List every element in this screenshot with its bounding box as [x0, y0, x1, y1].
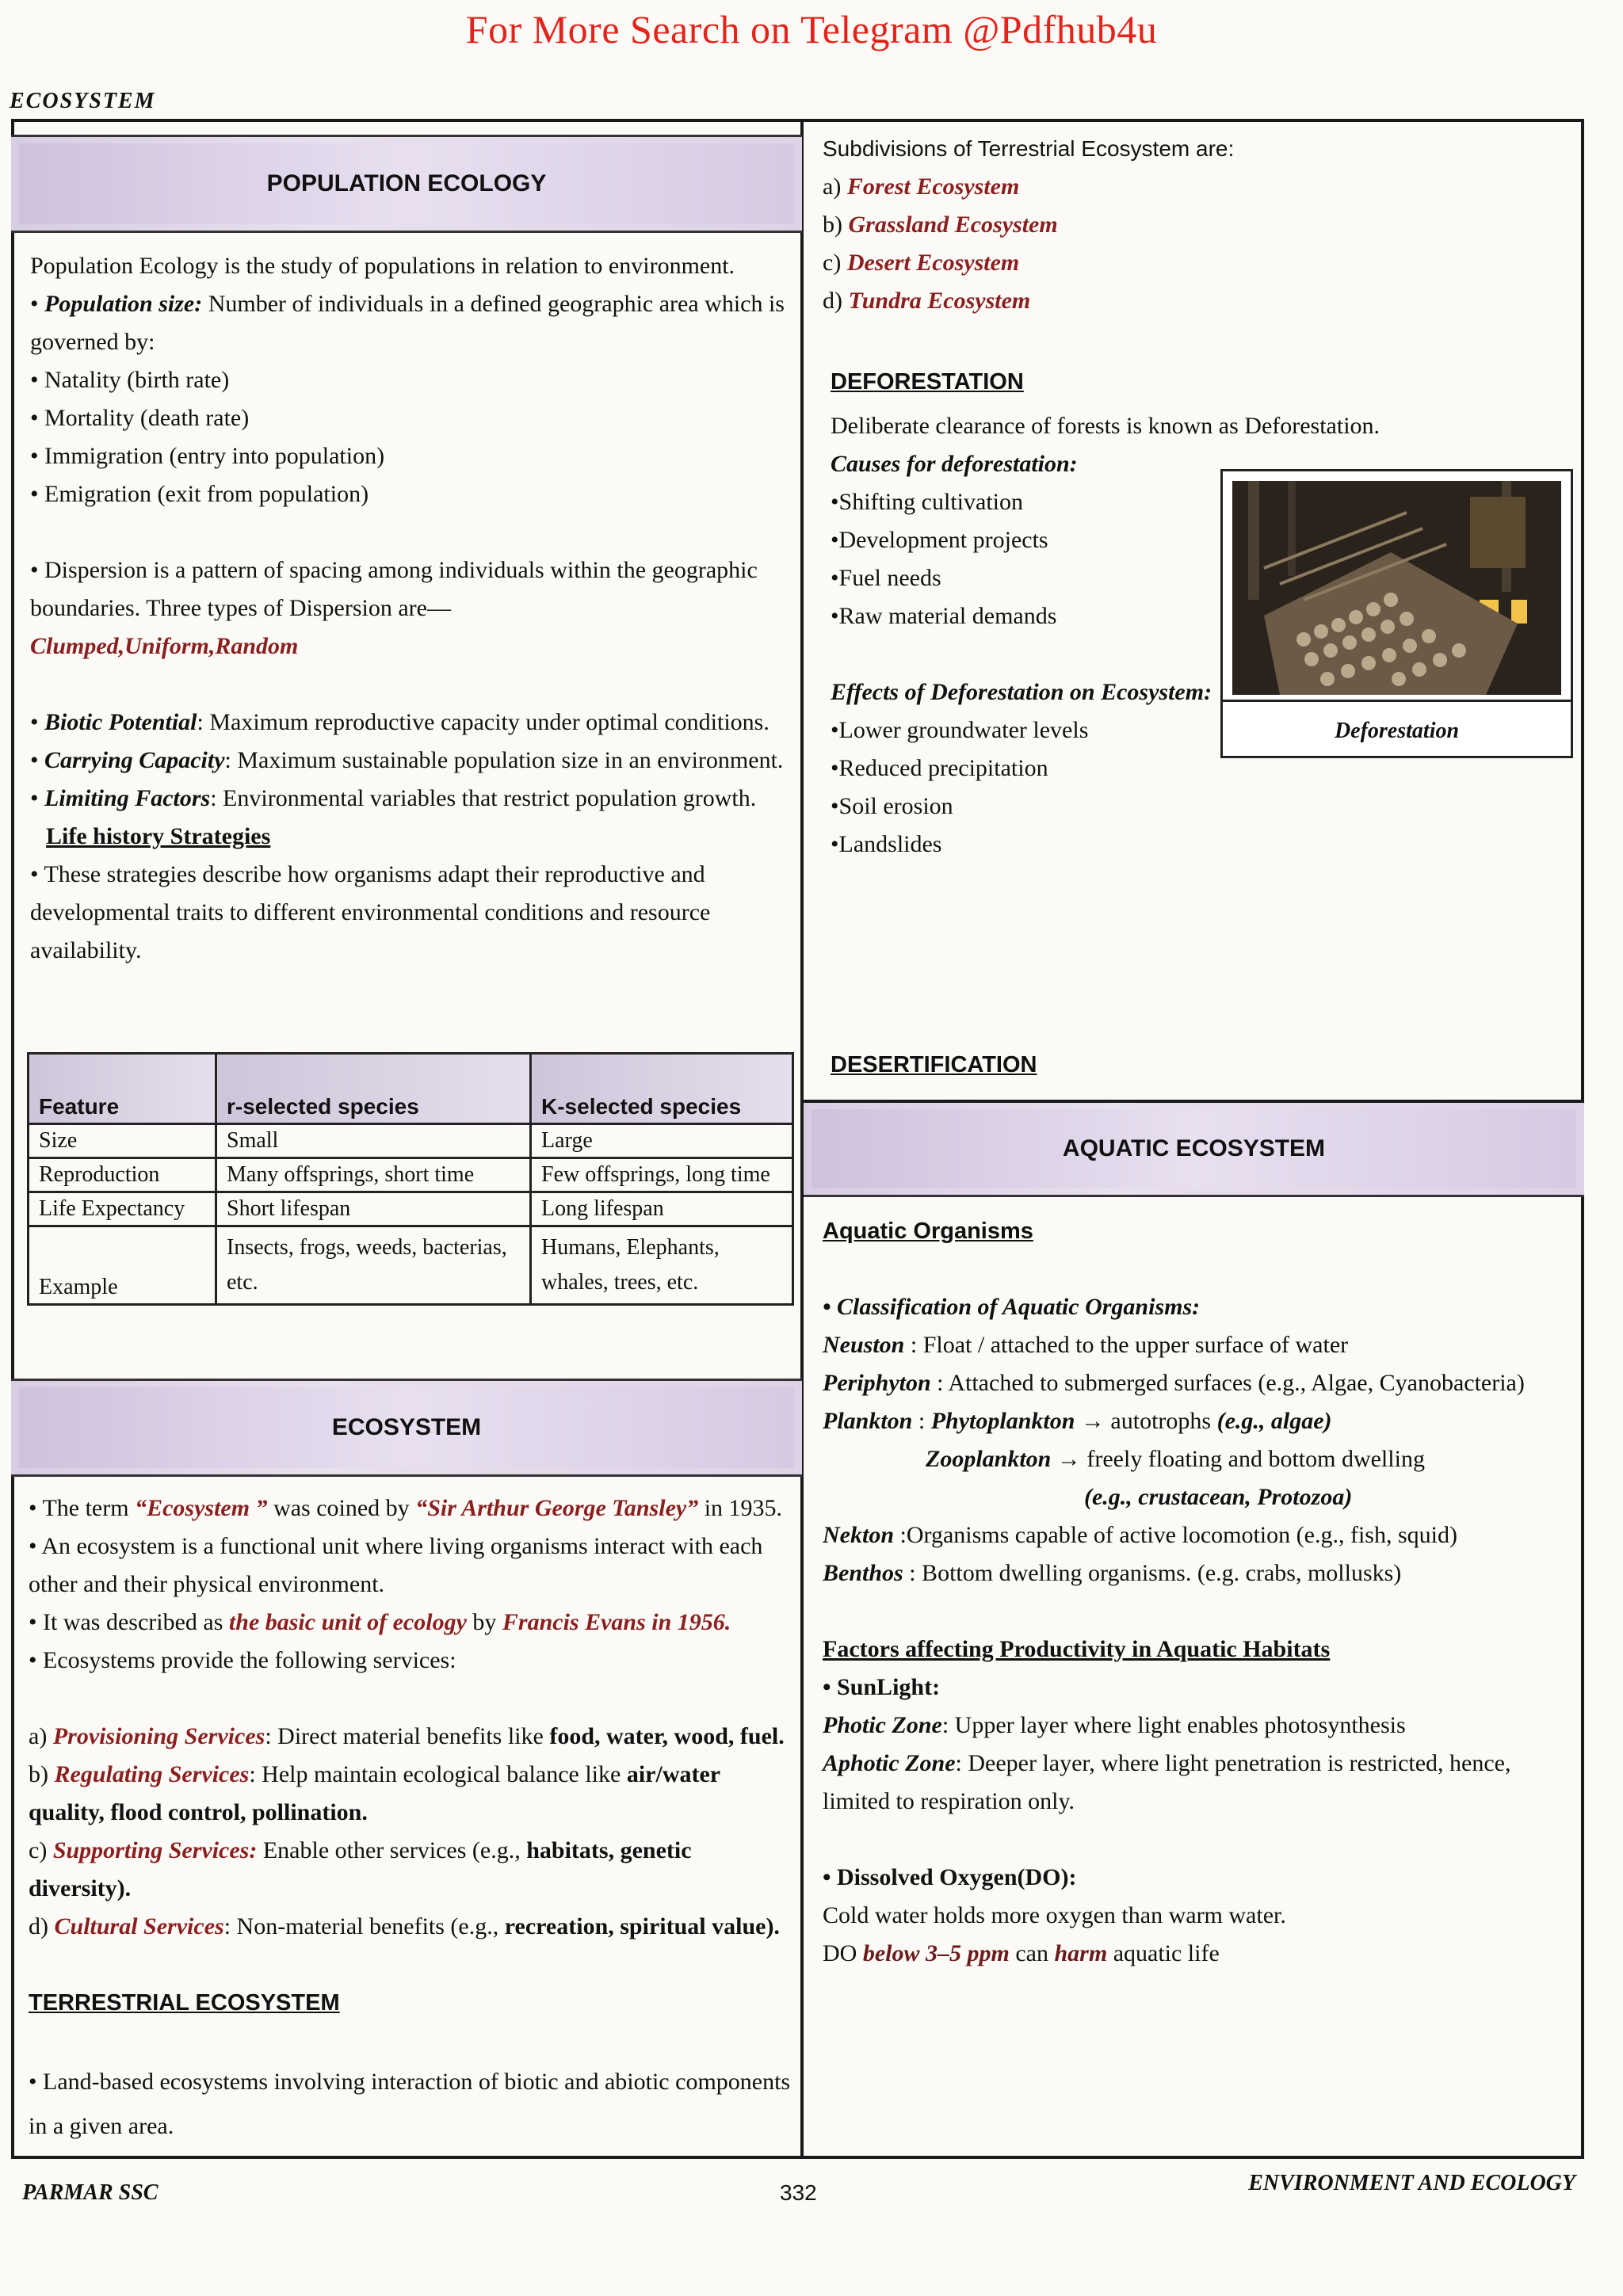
- eco-b3-term: the basic unit of ecology: [228, 1609, 467, 1635]
- pop-size-para: • Population size: Number of individuals in a defined geographic area which is governed by:: [30, 291, 785, 355]
- plankton-sep: :: [912, 1408, 931, 1434]
- eco-bullet-3: [29, 1604, 799, 1642]
- benthos-term: Benthos: [823, 1560, 903, 1586]
- aphotic-line: [823, 1745, 1579, 1821]
- table-cell: Reproduction: [29, 1158, 216, 1192]
- effect-item: •Lower groundwater levels: [831, 717, 1089, 743]
- do-post: aquatic life: [1107, 1940, 1220, 1966]
- effect-item: •Soil erosion: [831, 793, 953, 819]
- pop-intro: Population Ecology is the study of populations in relation to environment.: [30, 253, 735, 279]
- right-column: [804, 119, 1584, 2159]
- service-b: [29, 1756, 799, 1832]
- table-cell: Many offsprings, short time: [216, 1158, 531, 1192]
- pop-list-item: • Mortality (death rate): [30, 405, 250, 431]
- aquatic-section: [823, 1212, 1579, 1973]
- eco-b1-pre: • The term: [29, 1495, 136, 1521]
- phyto-term: Phytoplankton: [930, 1408, 1075, 1434]
- svc-b-pre: b): [29, 1761, 55, 1787]
- biotic-potential: • Biotic Potential: Maximum reproductive capacity under optimal conditions.: [30, 709, 769, 735]
- phyto-text: → autotrophs: [1075, 1408, 1217, 1434]
- eco-b3-pre: • It was described as: [29, 1609, 229, 1635]
- aquatic-ecosystem-title: AQUATIC ECOSYSTEM: [1062, 1135, 1326, 1161]
- eco-b1-person: “Sir Arthur George Tansley”: [415, 1495, 699, 1521]
- eco-b3-mid: by: [466, 1609, 502, 1635]
- cause-item: •Development projects: [831, 527, 1048, 553]
- eco-b3-person: Francis Evans in 1956.: [502, 1609, 731, 1635]
- svc-a-pre: a): [29, 1723, 53, 1749]
- cause-item: •Raw material demands: [831, 603, 1057, 629]
- eco-bullet-2: • An ecosystem is a functional unit where living organisms interact with each other and their physical environment.: [29, 1533, 763, 1597]
- table-cell: Large: [531, 1124, 793, 1158]
- subdivision-item: [823, 206, 1575, 244]
- limiting-factors: • Limiting Factors: Environmental variables that restrict population growth.: [30, 785, 757, 811]
- do-em2: harm: [1054, 1940, 1108, 1966]
- benthos-line: [823, 1554, 1579, 1592]
- service-a: [29, 1718, 799, 1756]
- species-comparison-table: [27, 1052, 794, 1306]
- life-history-text: • These strategies describe how organisms adapt their reproductive and developmental traits to different environmental conditions and resource availability.: [30, 861, 711, 963]
- terrestrial-heading-text: TERRESTRIAL ECOSYSTEM: [29, 1990, 340, 2016]
- deforestation-figure: [1220, 469, 1573, 758]
- deforestation-photo: [1232, 481, 1561, 695]
- left-column: [11, 119, 802, 2159]
- desertification-heading-text: DESERTIFICATION: [831, 1052, 1037, 1077]
- neuston-term: Neuston: [823, 1332, 905, 1358]
- periphyton-line: [823, 1364, 1579, 1402]
- do-em: below 3–5 ppm: [862, 1940, 1010, 1966]
- aquatic-classification: • Classification of Aquatic Organisms:: [823, 1294, 1201, 1320]
- service-c: [29, 1832, 799, 1908]
- plankton-line: [823, 1402, 1579, 1440]
- eco-bullet-1: [29, 1489, 799, 1527]
- deforestation-caption: Deforestation: [1223, 700, 1571, 761]
- table-header-cell: r-selected species: [216, 1054, 531, 1124]
- svc-c-text: Enable other services (e.g.,: [257, 1837, 527, 1863]
- population-ecology-header: [11, 135, 802, 233]
- eco-bullet-4: • Ecosystems provide the following services:: [29, 1647, 456, 1673]
- telegram-banner: For More Search on Telegram @Pdfhub4u: [465, 7, 1158, 51]
- deforestation-heading-text: DEFORESTATION: [831, 369, 1024, 395]
- limiting-text: : Environmental variables that restrict population growth.: [210, 785, 757, 811]
- zooplankton-line: [823, 1440, 1579, 1478]
- zoo-example: (e.g., crustacean, Protozoa): [1084, 1484, 1353, 1510]
- table-cell: Long lifespan: [531, 1192, 793, 1226]
- svc-d-bold: recreation, spiritual value).: [504, 1913, 780, 1939]
- ecosystem-header: [11, 1379, 802, 1477]
- biotic-text: : Maximum reproductive capacity under optimal conditions.: [197, 709, 769, 735]
- effects-heading: Effects of Deforestation on Ecosystem:: [831, 679, 1212, 705]
- footer-page-number: 332: [780, 2180, 817, 2205]
- table-header-cell: Feature: [29, 1054, 216, 1124]
- pop-list-item: • Emigration (exit from population): [30, 481, 369, 507]
- zooplankton-example: [823, 1478, 1579, 1516]
- effect-item: •Landslides: [831, 831, 942, 857]
- subdivision-num: c): [823, 250, 847, 276]
- life-history-heading: [30, 818, 799, 856]
- table-row: [29, 1226, 793, 1305]
- svc-c-bold: habitats, genetic diversity).: [29, 1837, 692, 1901]
- deforestation-section: [831, 363, 1381, 864]
- neuston-line: [823, 1326, 1579, 1364]
- do-text-2: [823, 1935, 1579, 1973]
- zoo-text: → freely floating and bottom dwelling: [1051, 1446, 1425, 1472]
- subdivision-item: [823, 244, 1575, 282]
- table-cell: Insects, frogs, weeds, bacterias, etc.: [216, 1226, 531, 1305]
- service-d: [29, 1908, 799, 1946]
- do-pre: DO: [823, 1940, 863, 1966]
- table-cell: Few offsprings, long time: [531, 1158, 793, 1192]
- aquatic-ecosystem-header: [804, 1103, 1584, 1197]
- table-header-row: [29, 1054, 793, 1124]
- subdivision-item: [823, 168, 1575, 206]
- do-heading: • Dissolved Oxygen(DO):: [823, 1864, 1077, 1890]
- eco-b1-term: “Ecosystem ”: [135, 1495, 268, 1521]
- photic-term: Photic Zone: [823, 1712, 942, 1738]
- aquatic-organisms-heading: [823, 1212, 1579, 1250]
- svc-d-term: Cultural Services: [54, 1913, 224, 1939]
- table-cell: Short lifespan: [216, 1192, 531, 1226]
- cause-item: •Fuel needs: [831, 565, 941, 591]
- dispersion-types: Clumped,Uniform,Random: [30, 633, 299, 659]
- table-cell: Example: [29, 1226, 216, 1305]
- causes-heading: Causes for deforestation:: [831, 451, 1078, 477]
- table-row: [29, 1124, 793, 1158]
- effect-item: •Reduced precipitation: [831, 755, 1048, 781]
- svc-b-term: Regulating Services: [54, 1761, 250, 1787]
- footer-publisher: PARMAR SSC: [22, 2180, 158, 2205]
- plankton-term: Plankton: [823, 1408, 913, 1434]
- life-history-heading-text: Life history Strategies: [46, 823, 271, 849]
- terrestrial-text: • Land-based ecosystems involving interaction of biotic and abiotic components in a given area.: [29, 2069, 791, 2139]
- subdivision-name: Grassland Ecosystem: [848, 212, 1058, 238]
- photic-text: : Upper layer where light enables photosynthesis: [941, 1712, 1406, 1738]
- table-cell: Life Expectancy: [29, 1192, 216, 1226]
- svc-b-bold: air/water quality, flood control, pollination.: [29, 1761, 720, 1825]
- benthos-text: : Bottom dwelling organisms. (e.g. crabs, mollusks): [903, 1560, 1402, 1586]
- pop-list-item: • Immigration (entry into population): [30, 443, 385, 469]
- pop-list-item: • Natality (birth rate): [30, 367, 230, 393]
- aphotic-text: : Deeper layer, where light penetration is restricted, hence, limited to respiration only.: [823, 1750, 1511, 1814]
- do-text-1: Cold water holds more oxygen than warm water.: [823, 1902, 1286, 1928]
- neuston-text: : Float / attached to the upper surface of water: [904, 1332, 1349, 1358]
- svc-b-text: : Help maintain ecological balance like: [249, 1761, 627, 1787]
- dispersion-text: • Dispersion is a pattern of spacing among individuals within the geographic boundaries. Three types of Dispersion are—: [30, 557, 758, 621]
- terrestrial-heading: [29, 1984, 799, 2022]
- svc-c-pre: c): [29, 1837, 53, 1863]
- desertification-heading: [831, 1046, 1583, 1084]
- aquatic-organisms-heading-text: Aquatic Organisms: [823, 1219, 1033, 1244]
- subdivision-name: Desert Ecosystem: [846, 250, 1020, 276]
- carrying-capacity: • Carrying Capacity: Maximum sustainable population size in an environment.: [30, 747, 784, 773]
- phyto-example: (e.g., algae): [1216, 1408, 1332, 1434]
- subdivision-name: Tundra Ecosystem: [848, 288, 1031, 314]
- carrying-text: : Maximum sustainable population size in an environment.: [224, 747, 784, 773]
- subdivision-name: Forest Ecosystem: [846, 174, 1020, 200]
- aphotic-term: Aphotic Zone: [823, 1750, 956, 1776]
- svc-a-bold: food, water, wood, fuel.: [549, 1723, 785, 1749]
- photic-line: [823, 1707, 1579, 1745]
- eco-b1-post: in 1935.: [698, 1495, 783, 1521]
- table-header-cell: K-selected species: [531, 1054, 793, 1124]
- pop-size-term: Population size:: [44, 291, 203, 317]
- subdivision-num: d): [823, 288, 849, 314]
- table-cell: Size: [29, 1124, 216, 1158]
- carrying-term: Carrying Capacity: [44, 747, 225, 773]
- table-row: [29, 1158, 793, 1192]
- eco-b1-mid: was coined by: [267, 1495, 416, 1521]
- population-ecology-section: [30, 247, 799, 970]
- table-row: [29, 1192, 793, 1226]
- table-cell: Small: [216, 1124, 531, 1158]
- periphyton-text: : Attached to submerged surfaces (e.g., Algae, Cyanobacteria): [930, 1370, 1525, 1396]
- svc-d-pre: d): [29, 1913, 55, 1939]
- zoo-term: Zooplankton: [926, 1446, 1052, 1472]
- subdivision-item: [823, 282, 1575, 320]
- ecosystem-title: ECOSYSTEM: [331, 1414, 482, 1440]
- page-label: ECOSYSTEM: [10, 89, 156, 113]
- nekton-line: [823, 1516, 1579, 1554]
- svc-c-term: Supporting Services:: [52, 1837, 258, 1863]
- factors-heading-text: Factors affecting Productivity in Aquatic Habitats: [823, 1636, 1331, 1662]
- population-ecology-title: POPULATION ECOLOGY: [266, 170, 547, 196]
- footer-subject: ENVIRONMENT AND ECOLOGY: [1248, 2171, 1575, 2195]
- ecosystem-section: [29, 1489, 799, 2149]
- subdivision-num: b): [823, 212, 849, 238]
- subdivisions-heading: Subdivisions of Terrestrial Ecosystem are:: [823, 136, 1235, 161]
- deforestation-intro: Deliberate clearance of forests is known as Deforestation.: [831, 413, 1381, 439]
- svc-d-text: : Non-material benefits (e.g.,: [223, 1913, 505, 1939]
- table-cell: Humans, Elephants, whales, trees, etc.: [531, 1226, 793, 1305]
- log-pile-illustration: [1232, 481, 1561, 695]
- svc-a-text: : Direct material benefits like: [265, 1723, 550, 1749]
- limiting-term: Limiting Factors: [44, 785, 211, 811]
- cause-item: •Shifting cultivation: [831, 489, 1023, 515]
- deforestation-heading: [831, 363, 1227, 401]
- biotic-term: Biotic Potential: [44, 709, 197, 735]
- nekton-term: Nekton: [823, 1522, 894, 1548]
- terrestrial-subdivisions: [823, 130, 1575, 320]
- do-mid: can: [1009, 1940, 1055, 1966]
- svc-a-term: Provisioning Services: [52, 1723, 265, 1749]
- nekton-text: :Organisms capable of active locomotion (e.g., fish, squid): [894, 1522, 1457, 1548]
- factors-heading: [823, 1630, 1579, 1669]
- subdivision-num: a): [823, 174, 847, 200]
- sunlight-heading: • SunLight:: [823, 1674, 941, 1700]
- periphyton-term: Periphyton: [823, 1370, 931, 1396]
- pop-size-text: Number of individuals in a defined geographic area which is governed by:: [30, 291, 785, 355]
